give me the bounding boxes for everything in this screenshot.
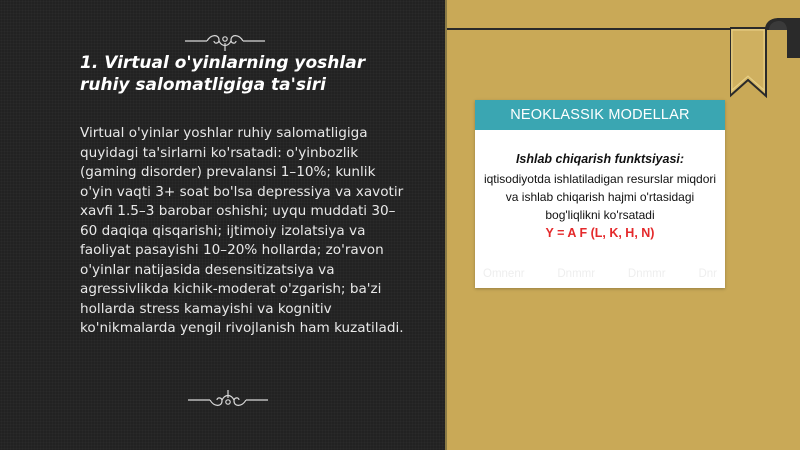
ornament-bottom-icon [188,390,268,410]
card-footer-item: Omnenr [483,268,525,280]
card-footer-item: Dnmmr [627,268,666,280]
card-footer-item: Dnr [698,268,717,280]
ornament-top-icon [185,31,265,51]
top-rule [447,28,777,30]
card-footer [475,268,725,280]
slide-body-text: Virtual o'yinlar yoshlar ruhiy salomatligiga quyidagi ta'sirlarni ko'rsatadi: o'yinbozlik (gaming disorder) prevalansi 1–10%; kunlik o'yin vaqti 3+ soat bo'lsa depressiya va xavotir xavfi 1.5–3 barobar oshishi; uyqu muddati 30–60 daqiqa qisqarishi; ijtimoiy izolatsiya va faoliyat pasayishi 10–20% hollarda; zo'ravon o'yinlar natijasida desensitizatsiya va agressivlikda kichik-moderat o'zgarish; ba'zi hollarda stress kamayishi va kognitiv ko'nikmalarda yengil rivojlanish ham kuzatiladi. [80,125,404,336]
card-subtitle: Ishlab chiqarish funktsiyasi: [515,152,685,166]
card-header: NEOKLASSIK MODELLAR [475,100,725,130]
card-footer-item: Dnmmr [557,268,596,280]
page-curl-icon [765,18,800,58]
slide-title: 1. Virtual o'yinlarning yoshlar ruhiy salomatligiga ta'siri [80,53,366,95]
neoclassical-card [475,100,725,288]
card-formula: Y = A F (L, K, H, N) [545,226,655,240]
bookmark-ribbon-icon [730,18,770,98]
card-description: iqtisodiyotda ishlatiladigan resurslar miqdori va ishlab chiqarish hajmi o'rtasidagi bog'liqlikni ko'rsatadi [483,172,717,222]
